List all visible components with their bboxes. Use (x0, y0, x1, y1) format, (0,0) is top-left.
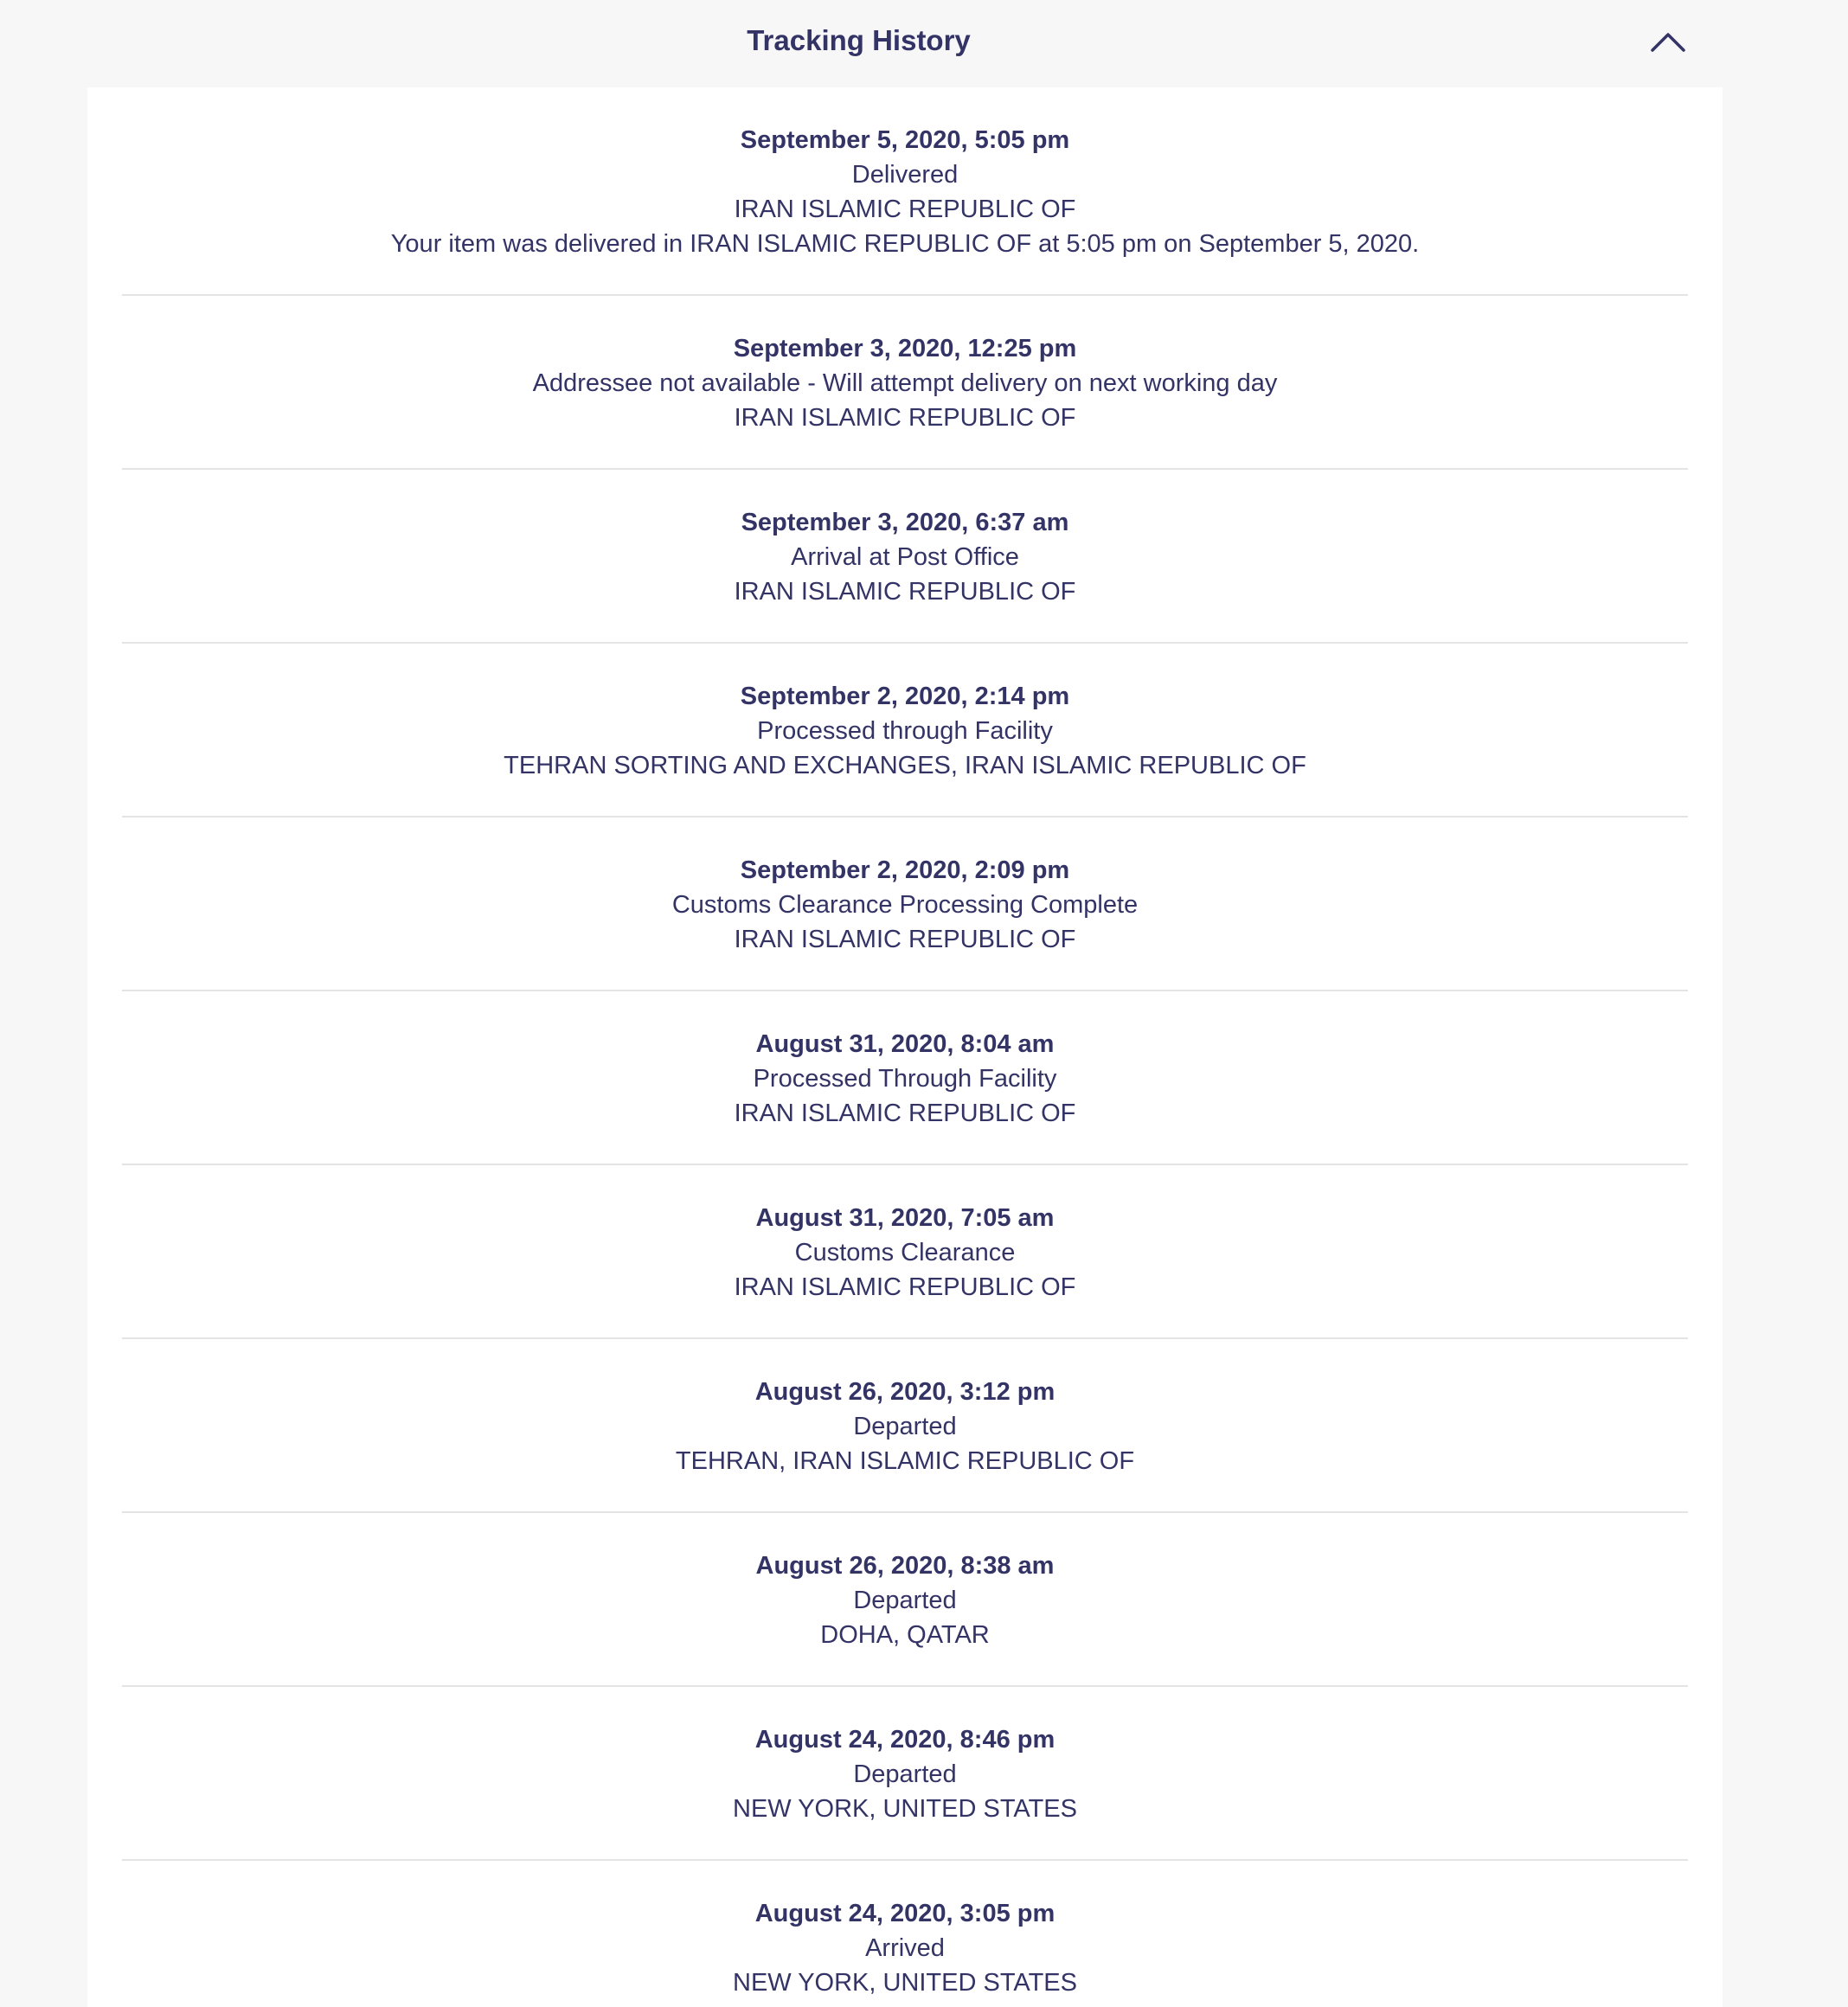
event-detail: Your item was delivered in IRAN ISLAMIC REPUBLIC OF at 5:05 pm on September 5, 2020. (390, 230, 1420, 258)
event-location: DOHA, QATAR (820, 1621, 990, 1649)
event-status: Customs Clearance Processing Complete (671, 891, 1139, 919)
event-status: Departed (853, 1413, 957, 1440)
event-datetime: August 24, 2020, 3:05 pm (754, 1900, 1056, 1927)
event-location: NEW YORK, UNITED STATES (733, 1795, 1077, 1823)
event-status: Addressee not available - Will attempt delivery on next working day (532, 369, 1278, 397)
tracking-event (122, 991, 1688, 1165)
event-status: Processed through Facility (757, 717, 1053, 745)
event-status: Delivered (851, 161, 959, 189)
event-location: TEHRAN, IRAN ISLAMIC REPUBLIC OF (675, 1447, 1135, 1475)
tracking-event (122, 470, 1688, 644)
tracking-event (122, 644, 1688, 818)
event-location: IRAN ISLAMIC REPUBLIC OF (734, 1273, 1076, 1301)
event-datetime: August 26, 2020, 8:38 am (755, 1552, 1055, 1580)
chevron-up-icon[interactable] (1649, 26, 1687, 61)
event-status: Customs Clearance (794, 1239, 1016, 1266)
tracking-event (122, 818, 1688, 991)
event-datetime: September 3, 2020, 12:25 pm (733, 335, 1077, 362)
tracking-history-panel (87, 87, 1723, 2007)
event-status: Departed (853, 1760, 957, 1788)
event-location: IRAN ISLAMIC REPUBLIC OF (734, 926, 1076, 953)
event-location: TEHRAN SORTING AND EXCHANGES, IRAN ISLAMIC REPUBLIC OF (504, 752, 1306, 779)
event-status: Arrival at Post Office (791, 543, 1019, 571)
event-location: IRAN ISLAMIC REPUBLIC OF (734, 1100, 1076, 1127)
event-datetime: August 31, 2020, 8:04 am (755, 1030, 1055, 1058)
tracking-event (122, 1687, 1688, 1861)
event-datetime: August 24, 2020, 8:46 pm (754, 1726, 1056, 1754)
event-location: NEW YORK, UNITED STATES (733, 1969, 1077, 1997)
event-location: IRAN ISLAMIC REPUBLIC OF (734, 578, 1076, 606)
event-location: IRAN ISLAMIC REPUBLIC OF (734, 196, 1076, 223)
event-datetime: September 5, 2020, 5:05 pm (740, 126, 1070, 154)
tracking-events-list (122, 87, 1688, 2007)
tracking-event (122, 87, 1688, 296)
tracking-event (122, 1165, 1688, 1339)
event-status: Processed Through Facility (753, 1065, 1057, 1093)
tracking-history-header[interactable] (0, 0, 1848, 87)
event-datetime: September 2, 2020, 2:09 pm (740, 856, 1070, 884)
event-datetime: August 26, 2020, 3:12 pm (754, 1378, 1056, 1406)
tracking-history-title: Tracking History (747, 24, 971, 56)
tracking-event (122, 1339, 1688, 1513)
event-datetime: August 31, 2020, 7:05 am (755, 1204, 1055, 1232)
event-status: Departed (853, 1587, 957, 1614)
tracking-event (122, 1513, 1688, 1687)
event-datetime: September 2, 2020, 2:14 pm (740, 683, 1070, 710)
event-location: IRAN ISLAMIC REPUBLIC OF (734, 404, 1076, 432)
event-datetime: September 3, 2020, 6:37 am (741, 509, 1069, 536)
tracking-event (122, 1861, 1688, 2007)
event-status: Arrived (865, 1934, 945, 1962)
tracking-event (122, 296, 1688, 470)
